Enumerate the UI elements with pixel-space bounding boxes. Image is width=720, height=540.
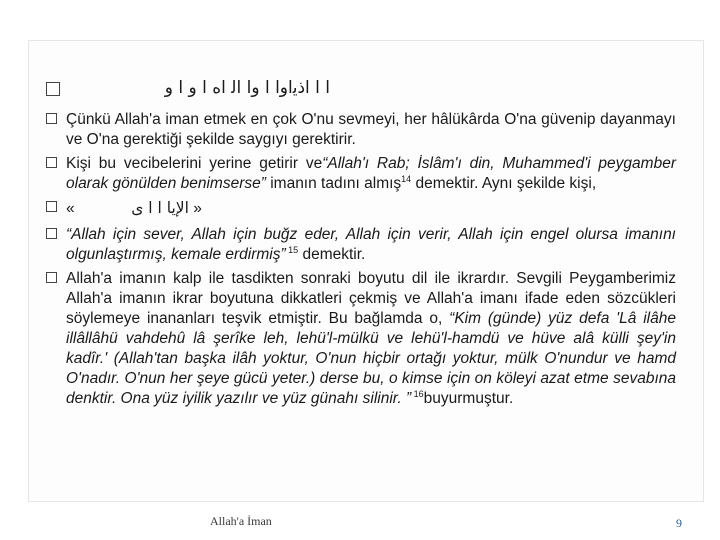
paragraph-2-text-a: Kişi bu vecibelerini yerine getirir ve — [66, 155, 323, 172]
paragraph-2-quote: “Allah'ı Rab; İslâm'ı din, Muhammed'i peygamber olarak gönülden benimserse” — [66, 155, 676, 192]
slide-body — [46, 110, 676, 413]
footnote-14: 14 — [401, 173, 412, 184]
bullet-icon — [46, 113, 57, 124]
arabic-hadith-fragment: ﺍﻹﻳﺎ ﺍ ﺍ ﻯ — [131, 199, 189, 217]
paragraph-2 — [46, 154, 676, 194]
footnote-15: 15 — [285, 244, 299, 255]
arabic-heading-line — [46, 78, 676, 100]
arabic-heading: ا ا اﺫﻳﺍﻭﺍ ﺍ ﻭﺍ ﺍﻟ ﺍﻩ ﺍ ﻭ ﺍ ﻭ — [164, 78, 330, 98]
bullet-icon — [46, 272, 57, 283]
paragraph-5-text-c: buyurmuştur. — [423, 390, 514, 407]
paragraph-1-text: Çünkü Allah'a iman etmek en çok O'nu sevmeyi, her hâlükârda O'na güvenip dayanmayı ve O'na gerektiği şekilde saygıyı gerektirir. — [66, 111, 676, 148]
paragraph-4-quote: “Allah için sever, Allah için buğz eder, Allah için verir, Allah için engel olursa imanını olgunlaştırmış, kemale erdirmiş” — [66, 226, 676, 263]
bullet-icon — [46, 201, 57, 212]
paragraph-4-text-b: demektir. — [298, 246, 366, 263]
bullet-icon — [46, 82, 60, 96]
paragraph-2-text-c: imanın tadını almış — [265, 175, 402, 192]
footer-title: Allah'a İman — [210, 514, 272, 528]
paragraph-1 — [46, 110, 676, 150]
footnote-16: 16 — [411, 388, 424, 399]
paragraph-5-text-a: Allah'a imanın kalp ile tasdikten sonraki boyutu dil ile ikrardır. Sevgili Peygamberimiz Allah'a imanın ikrar boyutuna dikkatleri çekmiş ve Allah'a imanı ifade eden sözcükleri söylemeye inananları teşvik etmiştir. Bu bağlamda o, — [66, 270, 676, 327]
paragraph-5-quote: “Kim (günde) yüz defa 'Lâ ilâhe illâllâhü vahdehû lâ şerîke leh, lehü'l-mülkü ve lehü'l-hamdü ve hüve alâ külli şey'in kadîr.' (Allah'tan başka ilâh yoktur, O'nun hiçbir ortağı yoktur, mülk O'nundur ve hamd O'nadır. O'nun her şeye gücü yeter.) derse bu, o kimse için on köleyi azat etme sevabına denktir. Ona yüz iyilik yazılır ve yüz günahı silinir. ” — [66, 310, 676, 407]
bullet-icon — [46, 157, 57, 168]
guillemet-close: » — [193, 200, 202, 217]
guillemet-open: « — [66, 200, 75, 217]
bullet-icon — [46, 228, 57, 239]
paragraph-5 — [46, 269, 676, 409]
paragraph-2-text-d: demektir. Aynı şekilde kişi, — [411, 175, 597, 192]
paragraph-4 — [46, 225, 676, 265]
page-number: 9 — [676, 516, 682, 530]
paragraph-3 — [46, 198, 676, 219]
